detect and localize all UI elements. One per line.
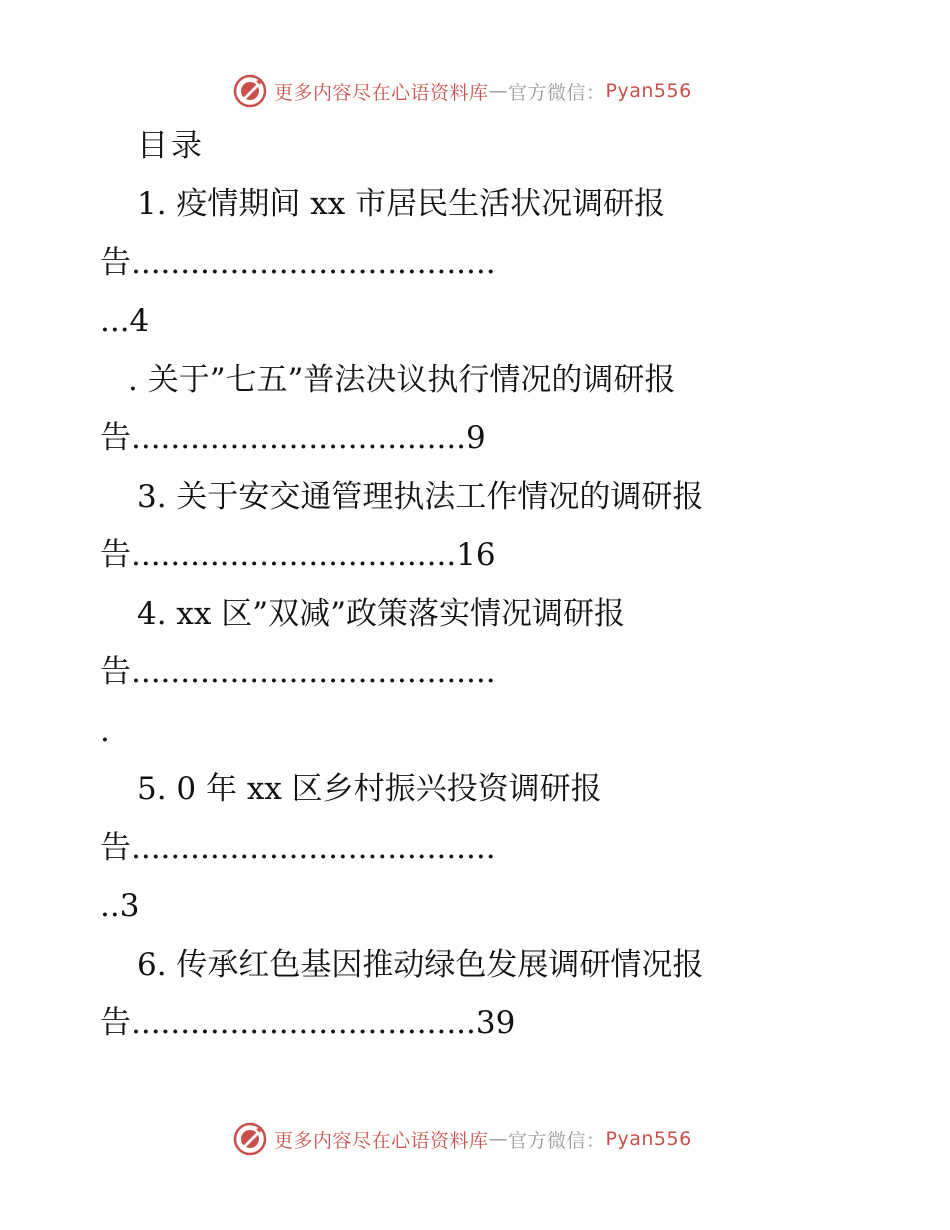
pen-logo-icon <box>232 73 268 109</box>
watermark-suffix: 官方微信： <box>508 81 606 104</box>
toc-entry-1-page: ...4 <box>100 303 150 339</box>
toc-entry-5-page: ..3 <box>100 888 140 924</box>
toc-entry-4-page: . <box>100 713 110 749</box>
toc-entry-2-title: . 关于”七五”普法决议执行情况的调研报 <box>128 362 676 398</box>
toc-heading: 目录 <box>137 128 205 164</box>
toc-entry-1-leader: 告..................................... <box>100 245 496 281</box>
footer-watermark <box>232 1120 692 1158</box>
toc-entry-4-leader: 告..................................... <box>100 654 496 690</box>
toc-entry-6-title: 6. 传承红色基因推动绿色发展调研情况报 <box>137 947 704 983</box>
watermark-dash: — <box>488 1128 509 1150</box>
watermark-main-text: 更多内容尽在心语资料库 <box>274 81 489 104</box>
toc-entry-5-title: 5. 0 年 xx 区乡村振兴投资调研报 <box>137 771 602 807</box>
watermark-suffix: 官方微信： <box>508 1129 606 1152</box>
watermark-main-text: 更多内容尽在心语资料库 <box>274 1129 489 1152</box>
header-watermark <box>232 72 692 110</box>
watermark-account: Pyan556 <box>605 1128 692 1150</box>
watermark-account: Pyan556 <box>605 80 692 102</box>
pen-logo-icon <box>232 1121 268 1157</box>
toc-entry-2-leader: 告..................................9 <box>100 420 486 456</box>
watermark-dash: — <box>488 80 509 102</box>
toc-entry-5-leader: 告..................................... <box>100 830 496 866</box>
toc-entry-3-leader: 告.................................16 <box>100 537 496 573</box>
toc-entry-4-title: 4. xx 区”双减”政策落实情况调研报 <box>137 596 625 632</box>
toc-entry-1-title: 1. 疫情期间 xx 市居民生活状况调研报 <box>137 186 666 222</box>
toc-entry-3-title: 3. 关于安交通管理执法工作情况的调研报 <box>137 479 704 515</box>
toc-entry-6-leader: 告...................................39 <box>100 1005 516 1041</box>
